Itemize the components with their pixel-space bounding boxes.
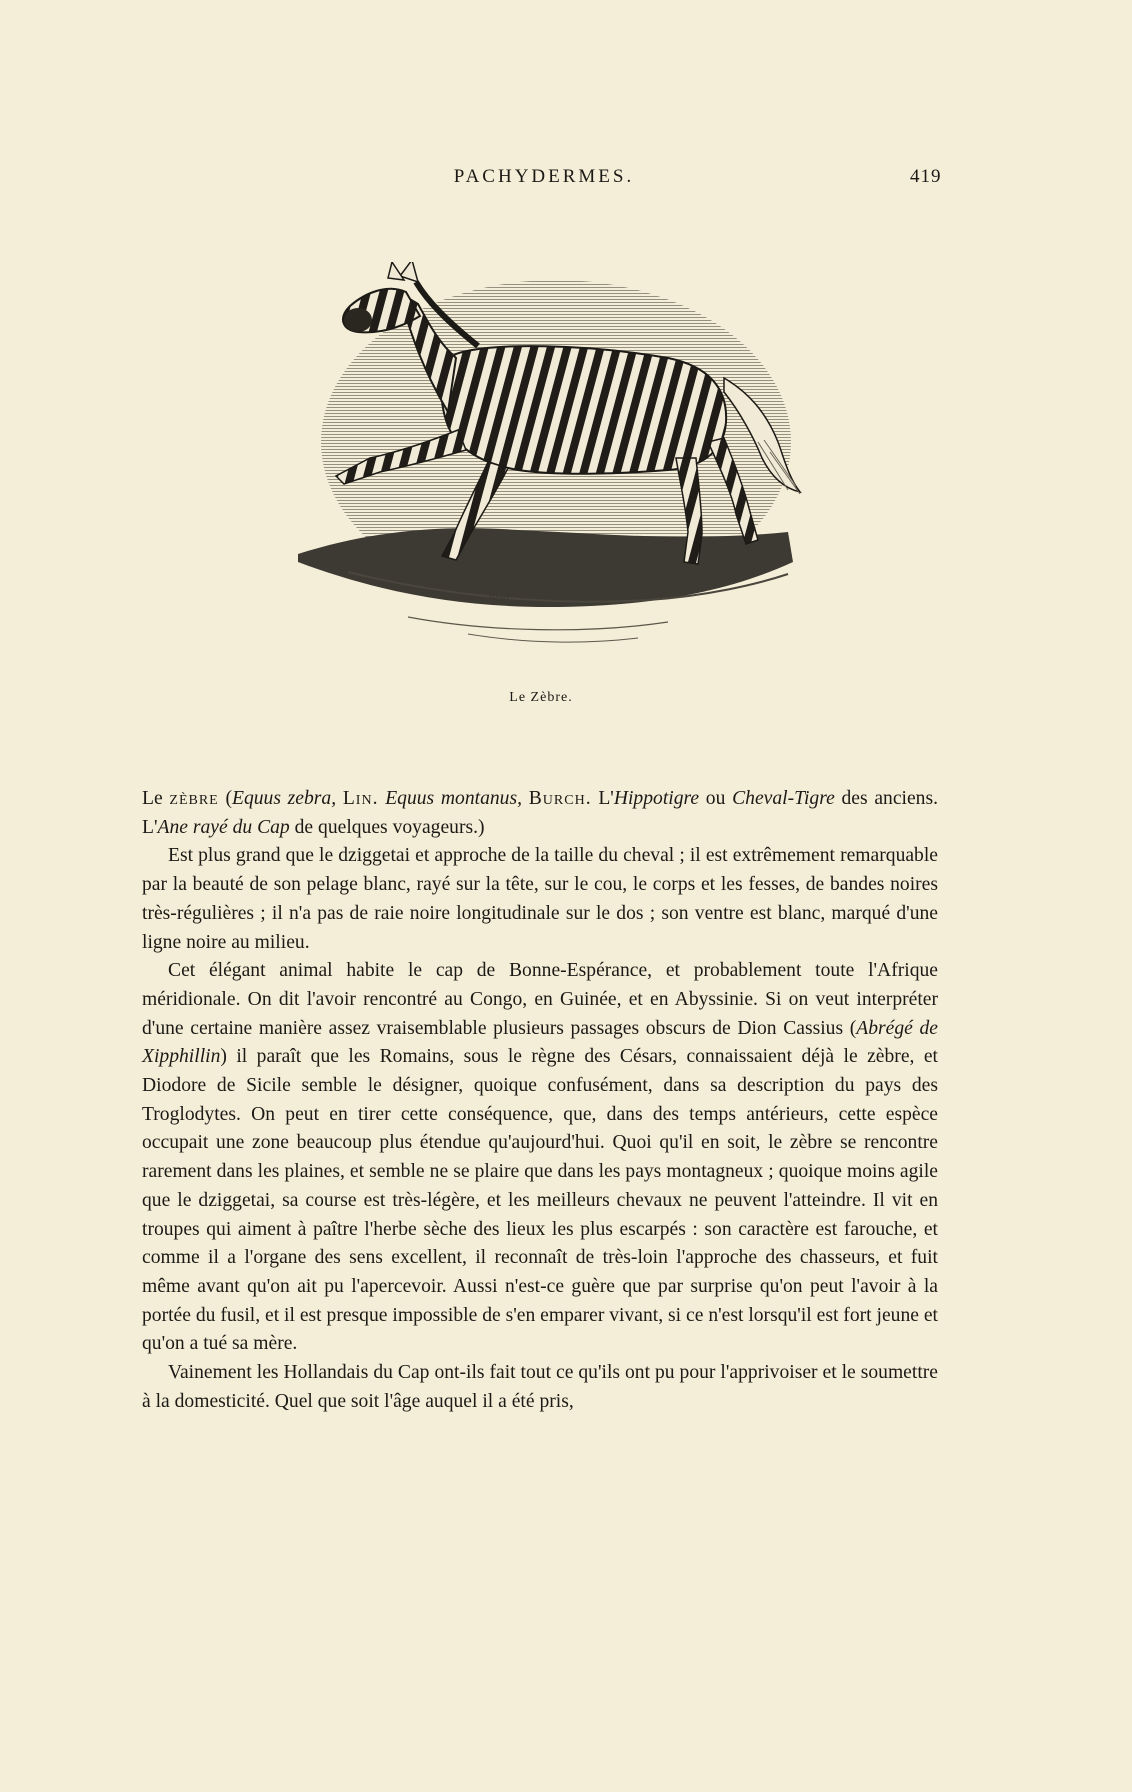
intro-text-8: de quelques voyageurs.) bbox=[289, 816, 485, 838]
figure-caption: Le Zèbre. bbox=[509, 690, 573, 705]
intro-text-1: ( bbox=[218, 788, 232, 809]
intro-latin-2: Equus montanus, bbox=[385, 788, 523, 809]
intro-name-hippotigre: Hippotigre bbox=[613, 788, 700, 809]
page-header bbox=[0, 166, 1132, 190]
paragraph-intro bbox=[142, 785, 938, 842]
habitat-citation: Abrégé de Xipphillin bbox=[142, 1017, 938, 1068]
intro-name-cheval-tigre: Cheval-Tigre bbox=[732, 788, 835, 809]
running-title: PACHYDERMES. bbox=[453, 166, 635, 187]
intro-text-6: ou bbox=[699, 788, 733, 809]
intro-name-ane-raye: Ane rayé du Cap bbox=[157, 816, 290, 838]
intro-latin-1: Equus zebra, bbox=[231, 788, 337, 809]
paragraph-domestication: Vainement les Hollandais du Cap ont-ils fait tout ce qu'ils ont pu pour l'apprivoiser et le soumettre à la domesticité. Quel que soit l'âge auquel il a été pris, bbox=[142, 1362, 938, 1412]
intro-text-7: des anciens. L' bbox=[142, 788, 938, 838]
intro-author-1: Lin. bbox=[342, 788, 379, 809]
zebra-engraving bbox=[288, 262, 814, 654]
intro-species-name: zèbre bbox=[169, 788, 219, 809]
intro-text-4 bbox=[522, 788, 529, 809]
intro-text-5: L' bbox=[591, 788, 614, 809]
intro-author-2: Burch. bbox=[528, 788, 592, 809]
paragraph-description: Est plus grand que le dziggetai et approche de la taille du cheval ; il est extrêmement remarquable par la beauté de son pelage blanc, rayé sur la tête, sur le cou, le corps et les fesses, de bandes noires très-régulières ; il n'a pas de raie noire longitudinale sur le dos ; son ventre est blanc, marqué d'une ligne noire au milieu. bbox=[142, 845, 938, 953]
paragraph-habitat bbox=[142, 957, 938, 1359]
article-body bbox=[142, 785, 938, 1416]
intro-lead: Le bbox=[142, 788, 170, 809]
intro-text-2 bbox=[336, 788, 343, 809]
page-number: 419 bbox=[910, 166, 942, 187]
habitat-text-2: ) il paraît que les Romains, sous le règne des Césars, connaissaient déjà le zèbre, et Diodore de Sicile semble le désigner, quoique confusément, dans sa description du pays des Troglodytes. On peut en tirer cette conséquence, que, dans des temps antérieurs, cette espèce occupait une zone beaucoup plus étendue qu'aujourd'hui. Quoi qu'il en soit, le zèbre se rencontre rarement dans les plaines, et semble ne se plaire que dans les pays montagneux ; quoique moins agile que le dziggetai, sa course est très-légère, et les meilleurs chevaux ne peuvent l'atteindre. Il vit en troupes qui aiment à paître l'herbe sèche des lieux les plus escarpés : son caractère est farouche, et comme il a l'organe des sens excellent, il reconnaît de très-loin l'approche des chasseurs, et fuit même avant qu'on ait pu l'apercevoir. Aussi n'est-ce guère que par surprise qu'on peut l'avoir à la portée du fusil, et il est presque impossible de s'en emparer vivant, si ce n'est lorsqu'il est fort jeune et qu'on a tué sa mère. bbox=[142, 1046, 938, 1355]
habitat-text-1: Cet élégant animal habite le cap de Bonne-Espérance, et probablement toute l'Afrique méridionale. On dit l'avoir rencontré au Congo, en Guinée, et en Abyssinie. Si on veut interpréter d'une certaine manière assez vraisemblable plusieurs passages obscurs de Dion Cassius ( bbox=[142, 960, 938, 1039]
